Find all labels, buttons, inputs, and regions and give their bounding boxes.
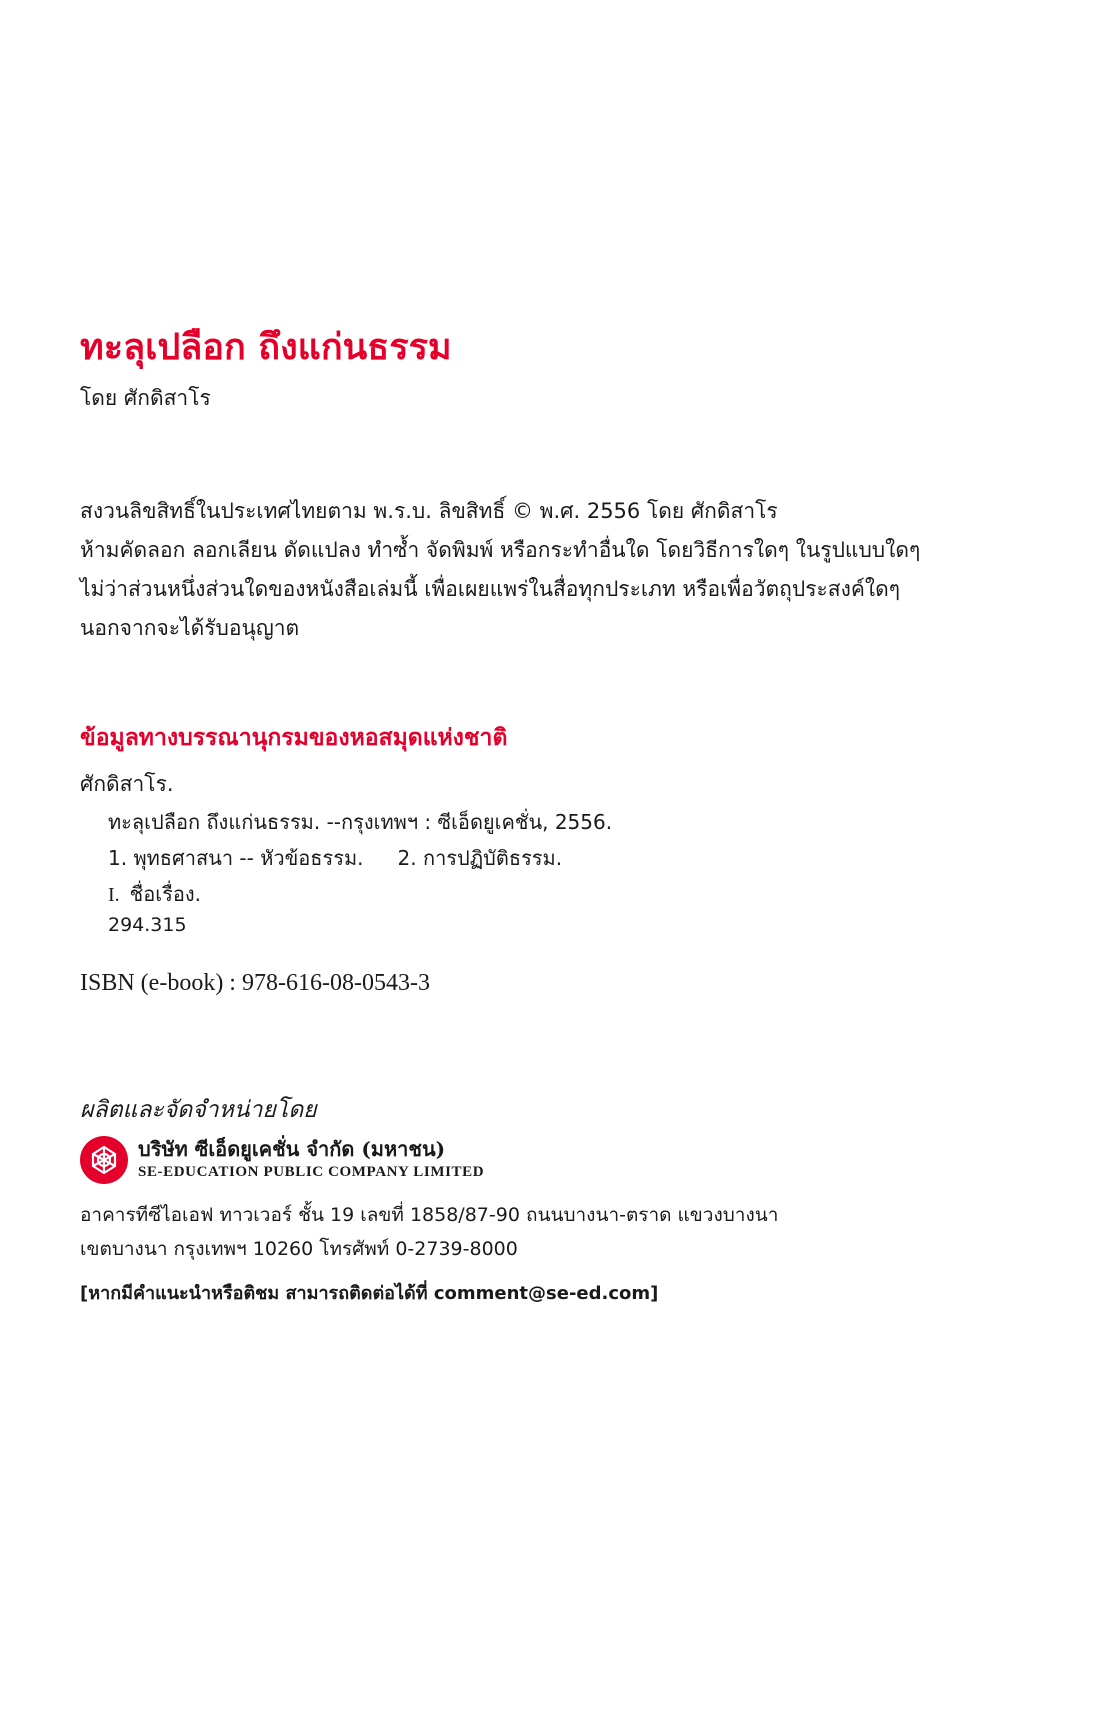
isbn: ISBN (e-book) : 978-616-08-0543-3	[80, 970, 430, 996]
cip-author: ศักดิสาโร.	[80, 772, 174, 796]
company-name-english: SE-EDUCATION PUBLIC COMPANY LIMITED	[138, 1164, 485, 1180]
company-address	[80, 1198, 778, 1266]
cip-subject: 2. การปฏิบัติธรรม.	[397, 846, 563, 870]
copyright-notice	[80, 492, 920, 648]
feedback-contact: [หากมีคำแนะนำหรือติชม สามารถติดต่อได้ที่ comment@se-ed.com]	[80, 1283, 659, 1304]
copyright-line: ห้ามคัดลอก ลอกเลียน ดัดแปลง ทำซ้ำ จัดพิมพ์ หรือกระทำอื่นใด โดยวิธีการใดๆ ในรูปแบบใดๆ	[80, 538, 921, 562]
cip-added-entry	[108, 878, 201, 910]
copyright-line: ไม่ว่าส่วนหนึ่งส่วนใดของหนังสือเล่มนี้ เพื่อเผยแพร่ในสื่อทุกประเภท หรือเพื่อวัตถุประสงค์ใดๆ	[80, 577, 901, 601]
cip-classification: 294.315	[108, 914, 187, 936]
cip-subject: 1. พุทธศาสนา -- หัวข้อธรรม.	[108, 846, 364, 870]
copyright-line: นอกจากจะได้รับอนุญาต	[80, 616, 300, 640]
book-title: ทะลุเปลือก ถึงแก่นธรรม	[80, 326, 452, 368]
cip-heading: ข้อมูลทางบรรณานุกรมของหอสมุดแห่งชาติ	[80, 724, 508, 751]
copyright-line: สงวนลิขสิทธิ์ในประเทศไทยตาม พ.ร.บ. ลิขสิทธิ์ © พ.ศ. 2556 โดย ศักดิสาโร	[80, 499, 778, 523]
cip-added-entry-numeral: I.	[108, 884, 120, 906]
cip-subjects	[108, 842, 562, 874]
cip-added-entry-text: ชื่อเรื่อง.	[129, 882, 201, 906]
company-name-thai: บริษัท ซีเอ็ดยูเคชั่น จำกัด (มหาชน)	[138, 1137, 446, 1161]
address-line: อาคารทีซีไอเอฟ ทาวเวอร์ ชั้น 19 เลขที่ 1858/87-90 ถนนบางนา-ตราด แขวงบางนา	[80, 1204, 779, 1226]
cip-title-line: ทะลุเปลือก ถึงแก่นธรรม. --กรุงเทพฯ : ซีเอ็ดยูเคชั่น, 2556.	[108, 810, 613, 834]
address-line: เขตบางนา กรุงเทพฯ 10260 โทรศัพท์ 0-2739-8000	[80, 1238, 518, 1260]
produced-by-label: ผลิตและจัดจำหน่ายโดย	[80, 1097, 317, 1123]
book-byline: โดย ศักดิสาโร	[80, 386, 211, 410]
se-ed-logo-icon	[80, 1136, 128, 1184]
